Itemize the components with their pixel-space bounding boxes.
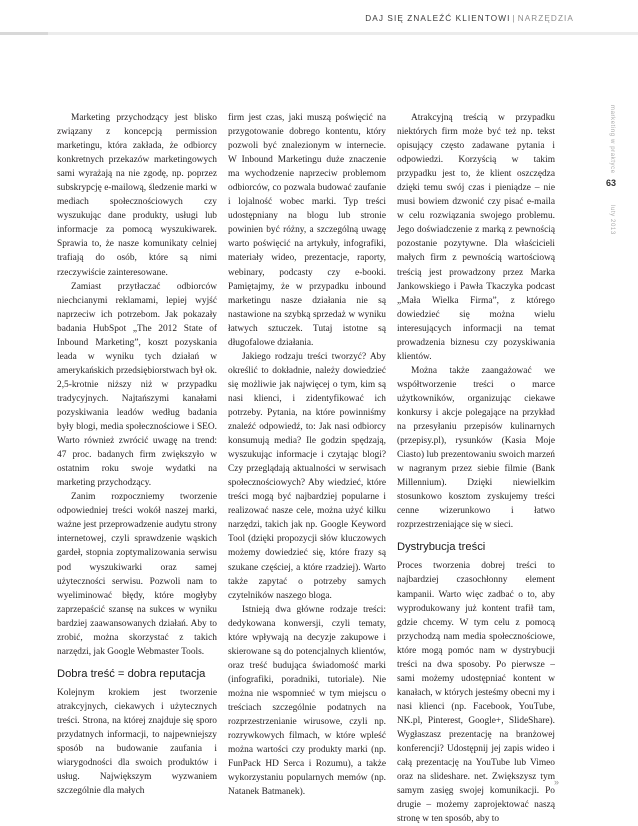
- paragraph: Kolejnym krokiem jest tworzenie atrakcyjnych, ciekawych i użytecznych treści. Strona, na której znajduje się sporo przydatnych informacji, to najpewniejszy sposób na budowanie zaufania i wiarygodności dla swoich produktów i usług. Największym wyzwaniem szczególnie dla małych: [57, 687, 217, 797]
- paragraph: Jakiego rodzaju treści tworzyć? Aby określić to dokładnie, należy dowiedzieć się możliwie jak najwięcej o tym, kim są nasi klienci, i zidentyfikować ich potrzeby. Pytania, na które powinniśmy znaleźć odpowiedź, to: Jak nasi odbiorcy konsumują media? Ile godzin spędzają, wyszukując informacje i czytając blogi? Czy przeglądają aktualności w serwisach społecznościowych? Aby wiedzieć, które treści mogą być najbardziej popularne i realizować nasze cele, można użyć kilku narzędzi, takich jak np. Google Keyword Tool (dzięki propozycji słów kluczowych możemy dowiedzieć się, które frazy są szukane częściej, a które rzadziej). Warto także zapytać o potrzeby samych czytelników naszego bloga.: [228, 351, 386, 601]
- header-rule: [0, 32, 638, 35]
- column-2: [228, 111, 386, 799]
- paragraph: Marketing przychodzący jest blisko związany z koncepcją permission marketingu, która zakłada, że odbiorcy konkretnych przekazów marketingowych sami wyrażają na nie zgodę, np. poprzez subskrypcję e-mailową, śledzenie marki w mediach społecznościowych czy wyszukując dane produkty, usługi lub informacje za pomocą wyszukiwarek. Sprawia to, że nasze komunikaty celniej trafiają do osób, które są nimi rzeczywiście zainteresowane.: [57, 113, 217, 278]
- paragraph: Zanim rozpoczniemy tworzenie odpowiedniej treści wokół naszej marki, ważne jest przeprowadzenie audytu strony internetowej, czyli sprawdzenie wąskich gardeł, stopnia zoptymalizowania serwisu pod wyszukiwarki oraz samej użyteczności serwisu. Pozwoli nam to wyeliminować błędy, które mogłyby zaprzepaścić szansę na sukces w wyniku bardziej zaawansowanych działań. Aby to zrobić, można skorzystać z takich narzędzi, jak Google Webmaster Tools.: [57, 492, 217, 657]
- header-separator: |: [512, 14, 516, 23]
- paragraph: Zamiast przytłaczać odbiorców niechcianymi reklamami, lepiej wyjść naprzeciw ich potrzebom. Jak pokazały badania HubSpot „The 2012 State of Inbound Marketing”, koszt pozyskania leada w wyniku tych działań w amerykańskich przedsiębiorstwach był ok. 2,5-krotnie niższy niż w przypadku tradycyjnych. Najtańszymi kanałami pozyskiwania leadów według badania były blogi, media społecznościowe i SEO. Warto również zwrócić uwagę na trend: 47 proc. badanych firm zwiększyło w ostatnim roku swoje wydatki na marketing przychodzący.: [57, 281, 217, 489]
- side-issue: luty 2013: [609, 205, 615, 235]
- column-3: [397, 111, 555, 826]
- section-heading: Dystrybucja treści: [397, 541, 486, 554]
- running-header: [365, 14, 574, 23]
- paragraph: Istnieją dwa główne rodzaje treści: dedykowana konwersji, czyli tematy, które wpływają na decyzje zakupowe i skierowane są do potencjalnych klientów, oraz treść budująca świadomość marki (infografiki, poradniki, tutoriale). Nie można nie wspomnieć w tym miejscu o treściach szczególnie podatnych na rozprzestrzenianie wirusowe, czyli np. rozrywkowych filmach, w które wpleść można wartości czy produkty marki (np. FunPack HD Serca i Rozumu), a także wykorzystaniu popularnych memów (np. Natanek Batmanek).: [228, 604, 386, 798]
- paragraph: Proces tworzenia dobrej treści to najbardziej czasochłonny element kampanii. Warto więc zadbać o to, aby wyprodukowany już kontent trafił tam, gdzie chcemy. W tym celu z pomocą przychodzą nam media społecznościowe, które mogą pomóc nam w dystrybucji treści na dwa sposoby. Po pierwsze – sami możemy udostępniać kontent w kanałach, w których jesteśmy obecni my i nasi klienci (np. Facebook, YouTube, NK.pl, Pinterest, Google+, SlideShare). Wygłaszasz prezentację na branżowej konferencji? Udostępnij jej zapis wideo i całą prezentację na YouTube lub Vimeo oraz na slideshare. net. Zwiększysz tym samym zasięg swojej komunikacji. Po drugie – możemy zaprojektować naszą stronę w ten sposób, aby to: [397, 561, 555, 825]
- paragraph: Można także zaangażować we współtworzenie treści o marce użytkowników, organizując ciekawe konkursy i akcje polegające na przykład na przesyłaniu przepisów kulinarnych (przepisy.pl), rysunków (Kasia Moje Ciasto) lub prezentowaniu swoich marzeń w nagranym przez siebie filmie (Bank Millennium). Dzięki niewielkim stosunkowo kosztom zyskujemy treści cenne wizerunkowo i łatwo rozprzestrzeniające się w sieci.: [397, 365, 555, 531]
- side-category: marketing w praktyce: [609, 105, 615, 174]
- header-section: NARZĘDZIA: [517, 14, 574, 23]
- header-title: DAJ SIĘ ZNALEŹĆ KLIENTOWI: [365, 14, 511, 23]
- paragraph: Atrakcyjną treścią w przypadku niektórych firm może być też np. tekst opisujący często zadawane pytania i odpowiedzi. Korzyścią w takim przypadku jest to, że klient oszczędza dzięki temu swój czas i pieniądze – nie musi bowiem dzwonić czy pisać e-maila w celu rozwiązania swojego problemu. Jego doświadczenie z marką z pewnością pozostanie pozytywne. Dla właścicieli małych firm z pewnością wartościową treścią jest prowadzony przez Marka Jankowskiego i Pawła Tkaczyka podcast „Mała Wielka Firma”, z którego dowiedzieć się można wielu interesujących informacji na temat prowadzenia biznesu czy pozyskiwania klientów.: [397, 113, 555, 362]
- page-number: 63: [606, 178, 617, 188]
- continue-arrow-icon: »: [554, 777, 560, 787]
- section-heading: Dobra treść = dobra reputacja: [57, 667, 206, 680]
- paragraph: firm jest czas, jaki muszą poświęcić na przygotowanie dobrego kontentu, który pozwoli być znalezionym w internecie. W Inbound Marketingu duże znaczenie ma wychodzenie naprzeciw problemom odbiorców, co pozwala budować zaufanie i lojalność wobec marki. Typ treści udostępniany na blogu lub stronie powinien być różny, a szczególną uwagę warto poświęcić na artykuły, infografiki, materiały wideo, prezentacje, raporty, webinary, podcasty czy e-booki. Pamiętajmy, że w przypadku inbound marketingu nasze działania nie są nastawione na szybką sprzedaż w wyniku łatwych sztuczek. Tutaj istotne są długofalowe działania.: [228, 113, 386, 348]
- column-1: [57, 111, 217, 798]
